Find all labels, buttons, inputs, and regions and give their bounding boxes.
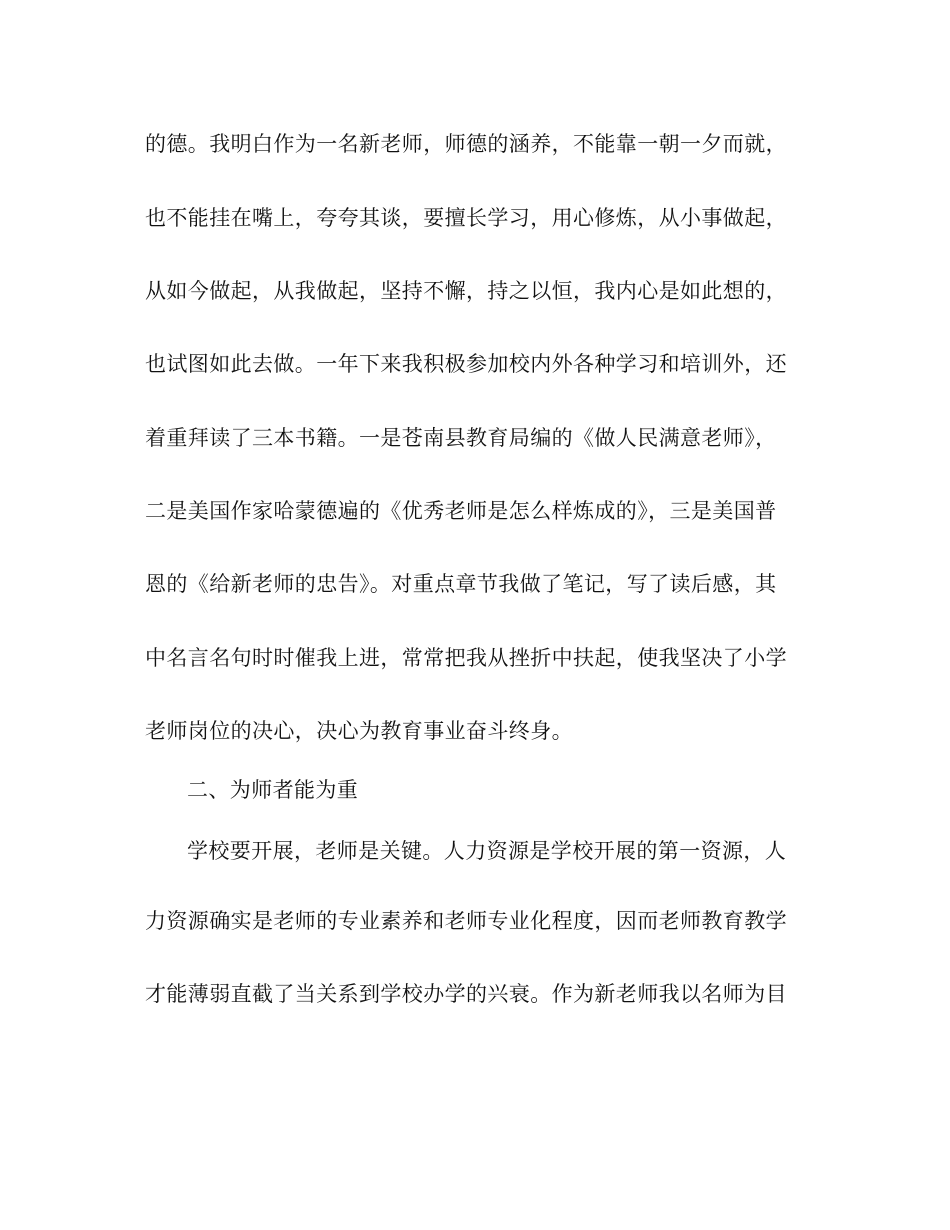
text-line-1: 的德。我明白作为一名新老师，师德的涵养，不能靠一朝一夕而就， — [145, 132, 787, 156]
text-line-5: 着重拜读了三本书籍。一是苍南县教育局编的《做人民满意老师》， — [145, 426, 777, 450]
text-line-4: 也试图如此去做。一年下来我积极参加校内外各种学习和培训外，还 — [145, 352, 787, 376]
text-line-13: 才能薄弱直截了当关系到学校办学的兴衰。作为新老师我以名师为目 — [145, 982, 787, 1006]
text-line-2: 也不能挂在嘴上，夸夸其谈，要擅长学习，用心修炼，从小事做起， — [145, 206, 787, 230]
text-line-9: 老师岗位的决心，决心为教育事业奋斗终身。 — [145, 719, 573, 743]
text-line-7: 恩的《给新老师的忠告》。对重点章节我做了笔记，写了读后感，其 — [145, 572, 777, 596]
text-line-3: 从如今做起，从我做起，坚持不懈，持之以恒，我内心是如此想的， — [145, 279, 787, 303]
text-line-11: 学校要开展，老师是关键。人力资源是学校开展的第一资源，人 — [187, 839, 787, 863]
section-heading: 二、为师者能为重 — [187, 778, 359, 802]
text-line-8: 中名言名句时时催我上进，常常把我从挫折中扶起，使我坚决了小学 — [145, 646, 787, 670]
text-line-12: 力资源确实是老师的专业素养和老师专业化程度，因而老师教育教学 — [145, 909, 787, 933]
text-line-6: 二是美国作家哈蒙德遍的《优秀老师是怎么样炼成的》，三是美国普 — [145, 499, 777, 523]
